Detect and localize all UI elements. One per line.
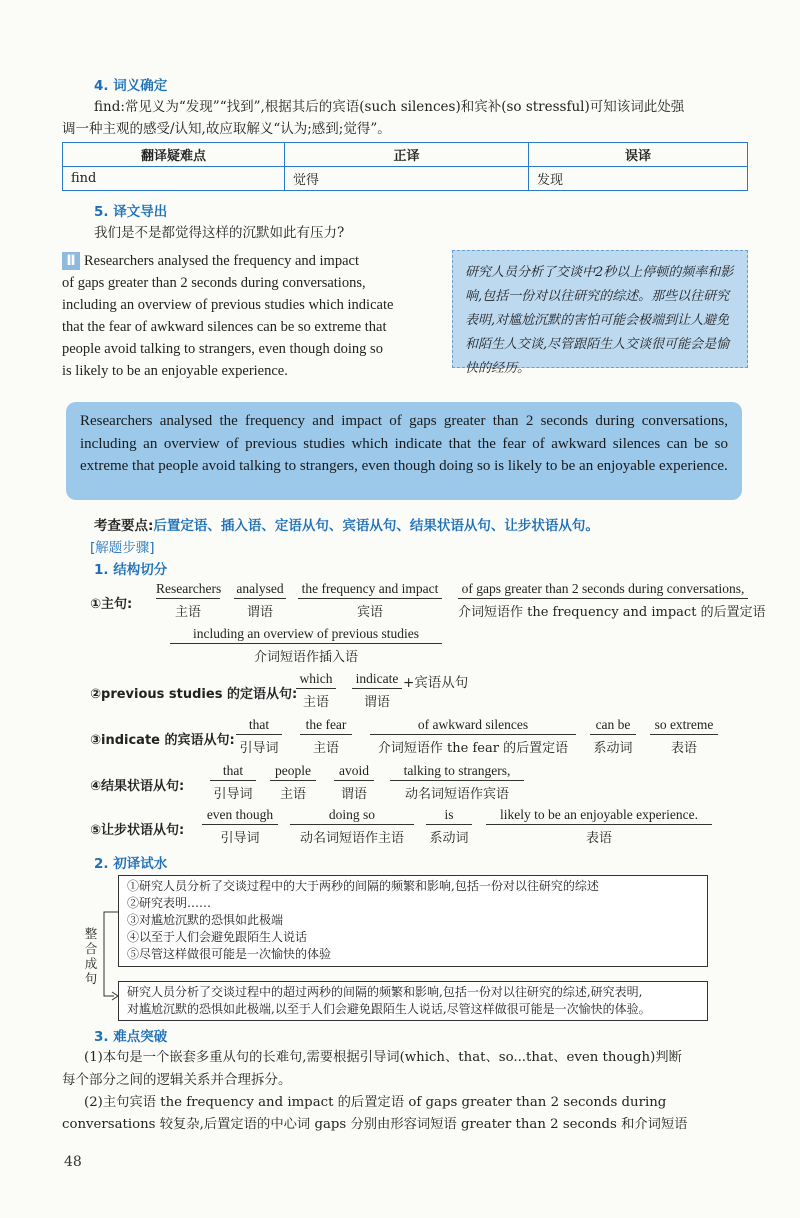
row3-seg-postmodifier: of awkward silences 介词短语作 the fear 的后置定语 bbox=[370, 717, 576, 756]
row3-seg-predicative: so extreme 表语 bbox=[650, 717, 718, 756]
draft-title: 2. 初译试水 bbox=[94, 856, 168, 872]
english-line: Researchers analysed the frequency and impact bbox=[84, 253, 359, 269]
english-line: is likely to be an enjoyable experience. bbox=[62, 363, 288, 379]
merge-label: 整合成句 bbox=[84, 926, 98, 986]
draft-items-box bbox=[118, 875, 708, 967]
row1-seg-verb: analysed 谓语 bbox=[234, 581, 286, 620]
row5-seg-linking-verb: is 系动词 bbox=[426, 807, 472, 846]
structure-title: 1. 结构切分 bbox=[94, 562, 168, 578]
sentence-text: Researchers analysed the frequency and impact of gaps greater than 2 seconds during conversations, including an overview of previous studies which indicate that the fear of awkward silences can be so extreme that people avoid talking to strangers, even though doing so is likely to be an enjoyable experience. bbox=[80, 413, 728, 474]
exam-points bbox=[94, 514, 599, 534]
solving-steps-label: [解题步骤] bbox=[90, 540, 155, 556]
exam-points-list: 后置定语、插入语、定语从句、宾语从句、结果状语从句、让步状语从句。 bbox=[153, 518, 599, 534]
row2-tail: +宾语从句 bbox=[403, 675, 469, 691]
row4-seg-that: that 引导词 bbox=[210, 763, 256, 802]
row3-seg-that: that 引导词 bbox=[236, 717, 282, 756]
row4-label: ④结果状语从句: bbox=[90, 779, 185, 794]
section5-question: 我们是不是都觉得这样的沉默如此有压力? bbox=[94, 225, 345, 241]
draft-item: ③对尴尬沉默的恐惧如此极端 bbox=[127, 913, 284, 927]
draft-final-line: 对尴尬沉默的恐惧如此极端,以至于人们会避免跟陌生人说话,尽管这样做很可能是一次愉快的体验。 bbox=[127, 1002, 651, 1016]
row1-seg-object: the frequency and impact 宾语 bbox=[298, 581, 442, 620]
draft-item: ①研究人员分析了交谈过程中的大于两秒的间隔的频繁和影响,包括一份对以往研究的综述 bbox=[127, 879, 599, 893]
row5-seg-predicative: likely to be an enjoyable experience. 表语 bbox=[486, 807, 712, 846]
row4-seg-verb: avoid 谓语 bbox=[334, 763, 374, 802]
sentence-highlight-box bbox=[66, 402, 742, 500]
translation-table bbox=[62, 142, 748, 191]
english-line: people avoid talking to strangers, even though doing so bbox=[62, 341, 383, 357]
table-header-wrong: 误译 bbox=[529, 143, 748, 167]
difficult-title: 3. 难点突破 bbox=[94, 1029, 168, 1045]
row1-seg-subject: Researchers 主语 bbox=[156, 581, 222, 620]
section4-title: 4. 词义确定 bbox=[94, 78, 168, 94]
row5-seg-conjunction: even though 引导词 bbox=[202, 807, 278, 846]
row2-seg-verb: indicate 谓语 bbox=[352, 671, 402, 710]
page-number: 48 bbox=[64, 1154, 82, 1170]
chinese-translation-box bbox=[452, 250, 748, 376]
english-passage bbox=[62, 250, 442, 382]
section4-line1: find:常见义为“发现”“找到”,根据其后的宾语(such silences)和宾补(so stressful)可知该词此处强 bbox=[94, 99, 685, 115]
row5-label: ⑤让步状语从句: bbox=[90, 823, 185, 838]
row3-label: ③indicate 的宾语从句: bbox=[90, 733, 235, 748]
row3-seg-subject: the fear 主语 bbox=[300, 717, 352, 756]
difficult-p1-line1: (1)本句是一个嵌套多重从句的长难句,需要根据引导词(which、that、so...that、even though)判断 bbox=[84, 1050, 682, 1065]
english-line: including an overview of previous studies which indicate bbox=[62, 297, 394, 313]
row1-label: ①主句: bbox=[90, 597, 133, 612]
english-line: of gaps greater than 2 seconds during conversations, bbox=[62, 275, 366, 291]
table-cell-wrong: 发现 bbox=[529, 167, 748, 191]
draft-final-box bbox=[118, 981, 708, 1021]
row1-seg-insertion: including an overview of previous studies 介词短语作插入语 bbox=[170, 626, 442, 665]
english-line: that the fear of awkward silences can be so extreme that bbox=[62, 319, 387, 335]
draft-item: ④以至于人们会避免跟陌生人说话 bbox=[127, 930, 308, 944]
row3-seg-linking-verb: can be 系动词 bbox=[590, 717, 636, 756]
section4-line2: 调一种主观的感受/认知,故应取解义“认为;感到;觉得”。 bbox=[62, 121, 391, 137]
draft-item: ②研究表明…… bbox=[127, 896, 212, 910]
row2-label: ②previous studies 的定语从句: bbox=[90, 687, 298, 702]
difficult-p2-line2: conversations 较复杂,后置定语的中心词 gaps 分别由形容词短语 greater than 2 seconds 和介词短语 bbox=[62, 1117, 688, 1132]
draft-item: ⑤尽管这样做很可能是一次愉快的体验 bbox=[127, 947, 332, 961]
row4-seg-object: talking to strangers, 动名词短语作宾语 bbox=[390, 763, 524, 802]
table-header-correct: 正译 bbox=[285, 143, 529, 167]
difficult-p1-line2: 每个部分之间的逻辑关系并合理拆分。 bbox=[62, 1072, 292, 1088]
row4-seg-subject: people 主语 bbox=[270, 763, 316, 802]
row5-seg-subject: doing so 动名词短语作主语 bbox=[290, 807, 414, 846]
draft-final-line: 研究人员分析了交谈过程中的超过两秒的间隔的频繁和影响,包括一份对以往研究的综述,研究表明, bbox=[127, 985, 643, 999]
table-cell-word: find bbox=[63, 167, 285, 191]
row2-seg-subject: which 主语 bbox=[296, 671, 336, 710]
difficult-p2-line1: (2)主句宾语 the frequency and impact 的后置定语 of gaps greater than 2 seconds during bbox=[84, 1095, 667, 1110]
row1-seg-postmodifier: of gaps greater than 2 seconds during conversations, 介词短语作 the frequency and impact 的后置定语 bbox=[458, 581, 766, 620]
roman-numeral-badge: Ⅱ bbox=[62, 252, 80, 270]
chinese-translation-text: 研究人员分析了交谈中2秒以上停顿的频率和影响,包括一份对以往研究的综述。那些以往研究表明,对尴尬沉默的害怕可能会极端到让人避免和陌生人交谈,尽管跟陌生人交谈很可能会是愉快的经历。 bbox=[465, 265, 734, 376]
section5-title: 5. 译文导出 bbox=[94, 204, 168, 220]
table-cell-correct: 觉得 bbox=[285, 167, 529, 191]
exam-points-label: 考查要点: bbox=[94, 518, 154, 534]
table-header-difficulty: 翻译疑难点 bbox=[63, 143, 285, 167]
